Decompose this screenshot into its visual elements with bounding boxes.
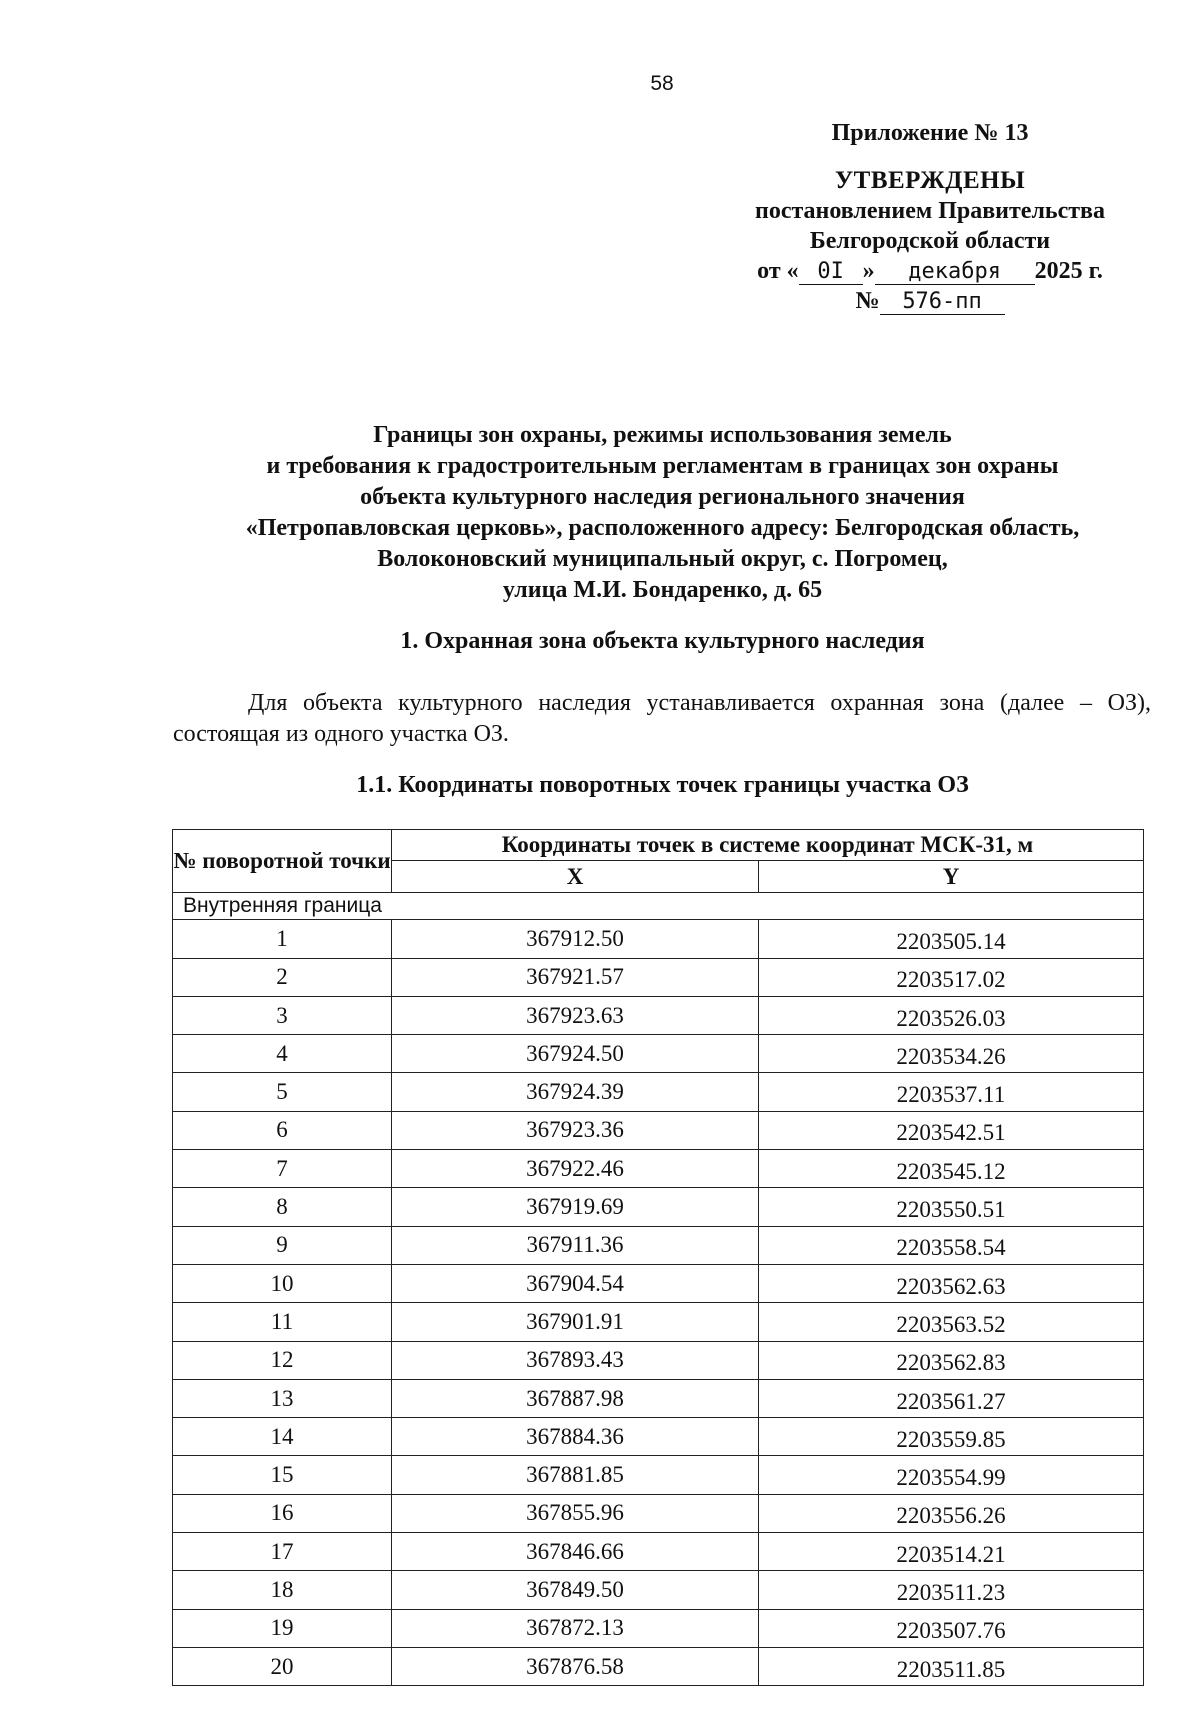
x-cell: 367924.39 — [392, 1073, 759, 1111]
number-prefix: № — [855, 288, 880, 314]
x-cell: 367924.50 — [392, 1035, 759, 1073]
x-cell: 367919.69 — [392, 1188, 759, 1226]
header-coordinates: Координаты точек в системе координат МСК-31, м — [392, 830, 1144, 861]
point-number-cell: 18 — [173, 1571, 392, 1609]
table-row — [173, 1379, 1144, 1417]
y-cell: 2203561.27 — [759, 1379, 1144, 1417]
table-row — [173, 1150, 1144, 1188]
point-number-cell: 6 — [173, 1111, 392, 1149]
approval-number-line — [730, 286, 1130, 316]
point-number-cell: 10 — [173, 1264, 392, 1302]
table-row — [173, 1533, 1144, 1571]
point-number-cell: 19 — [173, 1609, 392, 1647]
y-cell: 2203534.26 — [759, 1035, 1144, 1073]
section-heading: 1. Охранная зона объекта культурного наследия — [400, 628, 925, 654]
y-cell: 2203562.63 — [759, 1264, 1144, 1302]
table-row — [173, 1035, 1144, 1073]
header-x: X — [392, 861, 759, 893]
table-row — [173, 1494, 1144, 1532]
y-cell: 2203511.23 — [759, 1571, 1144, 1609]
table-row — [173, 996, 1144, 1034]
y-cell: 2203514.21 — [759, 1533, 1144, 1571]
y-cell: 2203556.26 — [759, 1494, 1144, 1532]
table-row — [173, 1188, 1144, 1226]
approval-block — [730, 118, 1130, 316]
y-cell: 2203526.03 — [759, 996, 1144, 1034]
x-cell: 367921.57 — [392, 958, 759, 996]
page-number: 58 — [650, 72, 674, 95]
table-row — [173, 1226, 1144, 1264]
table-row — [173, 1609, 1144, 1647]
x-cell: 367904.54 — [392, 1264, 759, 1302]
point-number-cell: 1 — [173, 920, 392, 958]
point-number-cell: 8 — [173, 1188, 392, 1226]
date-day: 0I — [799, 260, 863, 285]
table-row — [173, 1456, 1144, 1494]
x-cell: 367901.91 — [392, 1303, 759, 1341]
y-cell: 2203511.85 — [759, 1647, 1144, 1685]
title-line-1: Границы зон охраны, режимы использования земель — [373, 422, 952, 448]
table-row — [173, 1073, 1144, 1111]
point-number-cell: 20 — [173, 1647, 392, 1685]
date-month: декабря — [875, 260, 1035, 285]
header-y: Y — [759, 861, 1144, 893]
title-line-2: и требования к градостроительным регламентам в границах зон охраны — [266, 453, 1059, 479]
approval-line-1: постановлением Правительства — [754, 198, 1105, 224]
x-cell: 367846.66 — [392, 1533, 759, 1571]
table-row — [173, 1341, 1144, 1379]
table-row — [173, 958, 1144, 996]
point-number-cell: 5 — [173, 1073, 392, 1111]
point-number-cell: 9 — [173, 1226, 392, 1264]
y-cell: 2203550.51 — [759, 1188, 1144, 1226]
x-cell: 367923.63 — [392, 996, 759, 1034]
document-title — [170, 420, 1155, 606]
x-cell: 367912.50 — [392, 920, 759, 958]
subsection-heading: 1.1. Координаты поворотных точек границы участка ОЗ — [356, 772, 969, 798]
y-cell: 2203517.02 — [759, 958, 1144, 996]
coordinates-table — [172, 829, 1144, 1686]
approval-date-line — [730, 256, 1130, 286]
point-number-cell: 17 — [173, 1533, 392, 1571]
document-number: 576-пп — [880, 290, 1005, 315]
y-cell: 2203507.76 — [759, 1609, 1144, 1647]
point-number-cell: 11 — [173, 1303, 392, 1341]
table-row — [173, 1264, 1144, 1302]
y-cell: 2203558.54 — [759, 1226, 1144, 1264]
header-point-number: № поворотной точки — [173, 830, 392, 893]
x-cell: 367872.13 — [392, 1609, 759, 1647]
y-cell: 2203559.85 — [759, 1418, 1144, 1456]
date-prefix: от « — [757, 258, 799, 284]
x-cell: 367881.85 — [392, 1456, 759, 1494]
point-number-cell: 13 — [173, 1379, 392, 1417]
y-cell: 2203545.12 — [759, 1150, 1144, 1188]
table-row — [173, 1303, 1144, 1341]
x-cell: 367855.96 — [392, 1494, 759, 1532]
x-cell: 367876.58 — [392, 1647, 759, 1685]
table-row — [173, 1647, 1144, 1685]
table-row — [173, 920, 1144, 958]
table-row — [173, 1111, 1144, 1149]
table-row — [173, 1418, 1144, 1456]
date-year: 2025 г. — [1034, 258, 1103, 284]
title-line-3: объекта культурного наследия регионального значения — [360, 484, 965, 510]
point-number-cell: 14 — [173, 1418, 392, 1456]
x-cell: 367911.36 — [392, 1226, 759, 1264]
point-number-cell: 3 — [173, 996, 392, 1034]
group-label: Внутренняя граница — [173, 893, 1144, 920]
section-paragraph: Для объекта культурного наследия устанавливается охранная зона (далее – ОЗ), состоящая из одного участка ОЗ. — [173, 690, 1151, 747]
y-cell: 2203537.11 — [759, 1073, 1144, 1111]
x-cell: 367884.36 — [392, 1418, 759, 1456]
y-cell: 2203563.52 — [759, 1303, 1144, 1341]
annex-label: Приложение № 13 — [831, 120, 1029, 146]
y-cell: 2203542.51 — [759, 1111, 1144, 1149]
point-number-cell: 15 — [173, 1456, 392, 1494]
x-cell: 367893.43 — [392, 1341, 759, 1379]
x-cell: 367923.36 — [392, 1111, 759, 1149]
approval-line-2: Белгородской области — [809, 228, 1051, 254]
y-cell: 2203505.14 — [759, 920, 1144, 958]
title-line-5: Волоконовский муниципальный округ, с. Погромец, — [377, 546, 948, 572]
point-number-cell: 12 — [173, 1341, 392, 1379]
y-cell: 2203554.99 — [759, 1456, 1144, 1494]
point-number-cell: 16 — [173, 1494, 392, 1532]
point-number-cell: 7 — [173, 1150, 392, 1188]
y-cell: 2203562.83 — [759, 1341, 1144, 1379]
date-mid: » — [862, 258, 875, 284]
point-number-cell: 2 — [173, 958, 392, 996]
x-cell: 367849.50 — [392, 1571, 759, 1609]
x-cell: 367887.98 — [392, 1379, 759, 1417]
title-line-4: «Петропавловская церковь», расположенного адресу: Белгородская область, — [245, 515, 1080, 541]
point-number-cell: 4 — [173, 1035, 392, 1073]
approved-label: УТВЕРЖДЕНЫ — [834, 167, 1026, 194]
title-line-6: улица М.И. Бондаренко, д. 65 — [502, 577, 823, 603]
table-row — [173, 1571, 1144, 1609]
x-cell: 367922.46 — [392, 1150, 759, 1188]
